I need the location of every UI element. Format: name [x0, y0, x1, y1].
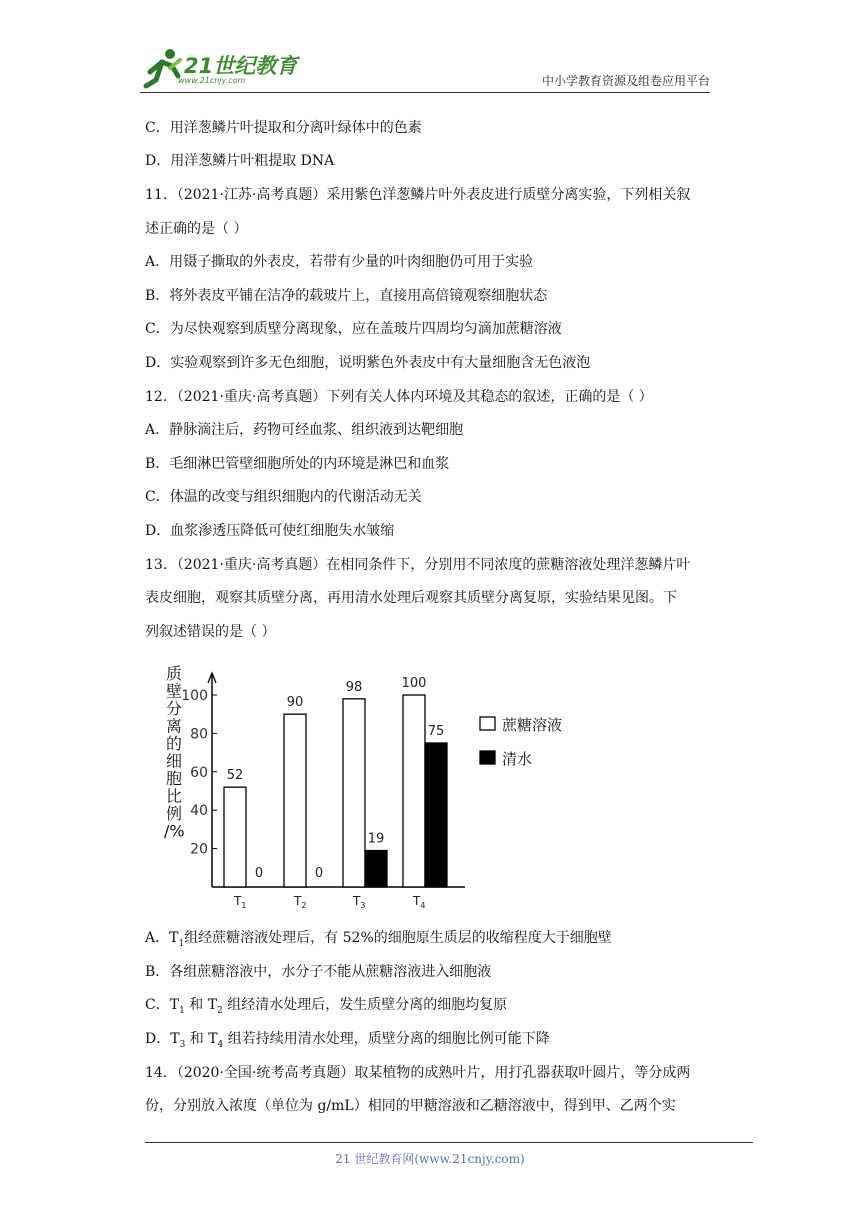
option-d-q11: D．实验观察到许多无色细胞，说明紫色外表皮中有大量细胞含无色液泡 [145, 355, 591, 371]
bar-sucrose [224, 787, 246, 887]
option-a-q13: A．$T_1$组经蔗糖溶液处理后，有 52%的细胞原生质层的收缩程度大于细胞壁 [145, 930, 612, 949]
option-d-q13: D．$T_3$ 和 $T_4$ 组若持续用清水处理，质壁分离的细胞比例可能下降 [145, 1031, 550, 1050]
bar-sucrose [403, 695, 425, 887]
bar-water [425, 743, 447, 887]
plasmolysis-bar-chart [160, 655, 580, 917]
option-d-q12: D．血浆渗透压降低可使红细胞失水皱缩 [145, 523, 395, 539]
header-divider [140, 92, 710, 93]
x-tick-label: $T_2$ [294, 894, 307, 910]
footer-divider [145, 1142, 753, 1143]
logo-url: www.21cnjy.com [178, 76, 246, 85]
y-tick-label: 40 [190, 803, 208, 820]
question-11-line1: 11．（2021·江苏·高考真题）采用紫色洋葱鳞片叶外表皮进行质壁分离实验，下列相关叙 [145, 187, 691, 203]
bar-water [365, 851, 387, 887]
question-14-line2: 份，分别放入浓度（单位为 g/mL）相同的甲糖溶液和乙糖溶液中，得到甲、乙两个实 [145, 1098, 676, 1114]
option-a-q12: A．静脉滴注后，药物可经血浆、组织液到达靶细胞 [145, 422, 464, 438]
bar-sucrose [343, 699, 365, 887]
option-a-q11: A．用镊子撕取的外表皮，若带有少量的叶肉细胞仍可用于实验 [145, 254, 534, 270]
question-13-line1: 13．（2021·重庆·高考真题）在相同条件下，分别用不同浓度的蔗糖溶液处理洋葱鳞片叶 [145, 557, 691, 573]
data-label: 98 [345, 679, 363, 695]
logo-text: 21世纪教育 [184, 54, 298, 78]
question-13-line2: 表皮细胞，观察其质壁分离，再用清水处理后观察其质壁分离复原，实验结果见图。下 [145, 590, 677, 606]
legend-swatch-water [480, 751, 495, 764]
legend-label-water: 清水 [502, 750, 533, 768]
y-tick-label: 60 [190, 764, 208, 781]
question-14-line1: 14．（2020·全国·统考高考真题）取某植物的成熟叶片，用打孔器获取叶圆片，等分成两 [145, 1065, 691, 1081]
option-c-q13: C．$T_1$ 和 $T_2$ 组经清水处理后，发生质壁分离的细胞均复原 [145, 997, 508, 1016]
option-b-q11: B．将外表皮平铺在洁净的载玻片上，直接用高倍镜观察细胞状态 [145, 288, 548, 304]
y-axis-label: 质壁分离的细胞比例/% [164, 664, 185, 841]
data-label: 19 [367, 831, 385, 847]
header-platform-title: 中小学教育资源及组卷应用平台 [541, 74, 710, 88]
data-label: 0 [254, 866, 264, 881]
question-13-line3: 列叙述错误的是（ ） [145, 624, 276, 640]
option-c-q11: C．为尽快观察到质壁分离现象，应在盖玻片四周均匀滴加蔗糖溶液 [145, 321, 562, 337]
option-c-q12: C．体温的改变与组织细胞内的代谢活动无关 [145, 489, 422, 505]
data-label: 90 [286, 695, 304, 711]
option-c-q10: C．用洋葱鳞片叶提取和分离叶绿体中的色素 [145, 120, 422, 136]
question-11-line2: 述正确的是（ ） [145, 221, 248, 237]
legend-label-sucrose: 蔗糖溶液 [502, 716, 563, 734]
legend-swatch-sucrose [480, 717, 495, 730]
data-label: 0 [314, 866, 324, 881]
x-tick-label: $T_4$ [413, 894, 426, 910]
question-12: 12．（2021·重庆·高考真题）下列有关人体内环境及其稳态的叙述，正确的是（ ） [145, 389, 653, 405]
x-tick-label: $T_1$ [234, 894, 247, 910]
bar-sucrose [284, 714, 306, 887]
y-tick-label: 100 [181, 688, 208, 704]
footer-text: 21 世纪教育网(www.21cnjy.com) [335, 1152, 525, 1166]
y-tick-label: 20 [190, 841, 208, 858]
x-tick-label: $T_3$ [353, 894, 366, 910]
option-b-q12: B．毛细淋巴管壁细胞所处的内环境是淋巴和血浆 [145, 456, 450, 472]
page-header [140, 42, 710, 94]
data-label: 52 [226, 768, 244, 784]
logo [140, 46, 310, 90]
data-label: 100 [401, 676, 427, 691]
data-label: 75 [427, 724, 445, 739]
option-b-q13: B．各组蔗糖溶液中，水分子不能从蔗糖溶液进入细胞液 [145, 964, 492, 980]
option-d-q10: D．用洋葱鳞片叶粗提取 DNA [145, 153, 335, 169]
y-tick-label: 80 [190, 726, 208, 743]
